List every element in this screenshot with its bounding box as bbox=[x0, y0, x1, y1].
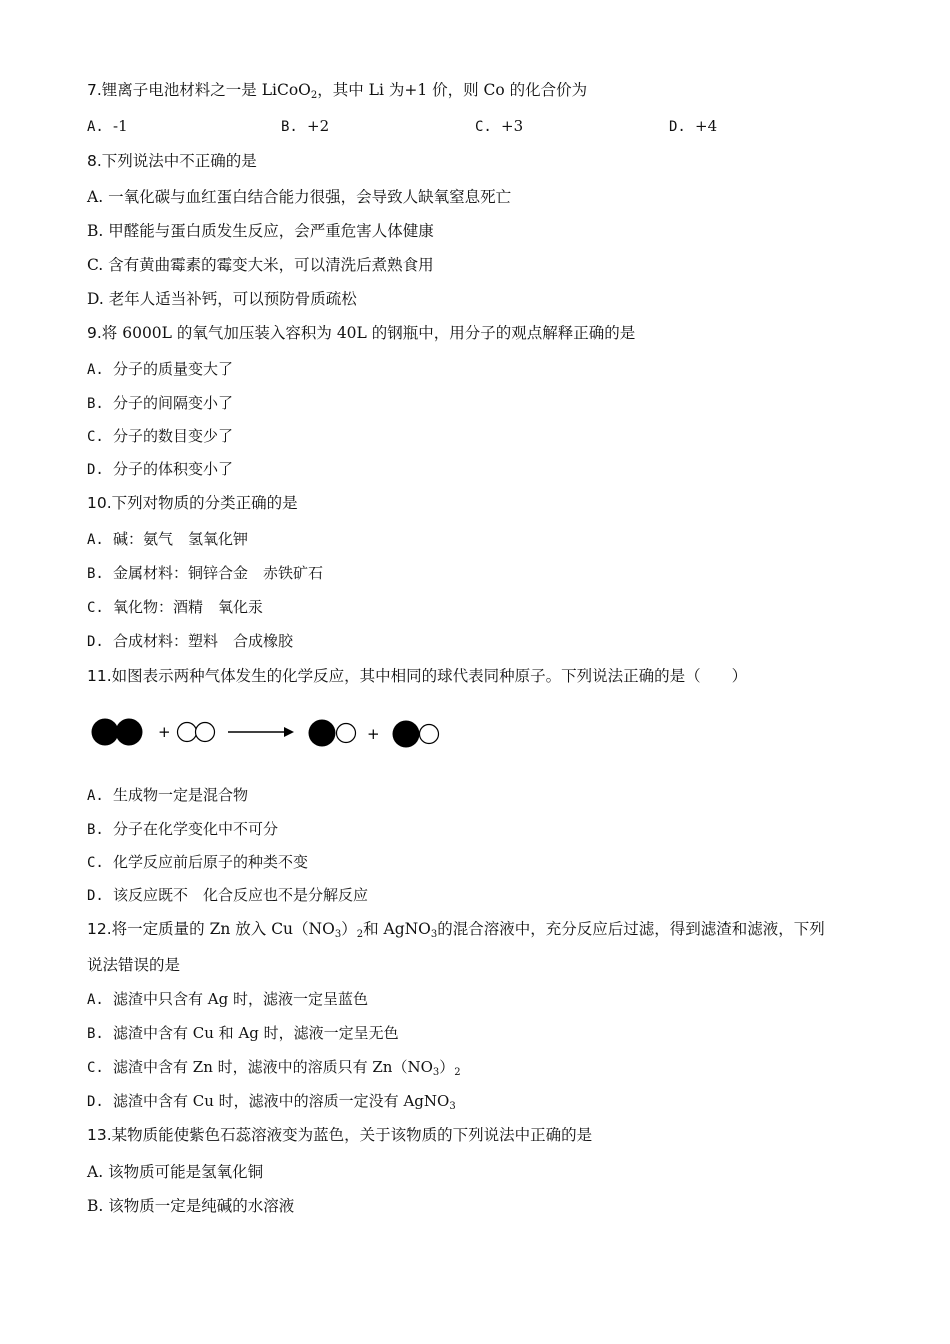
question-11-option-d[interactable]: D. 该反应既不 化合反应也不是分解反应 bbox=[87, 886, 369, 904]
question-number: 12. bbox=[87, 920, 112, 938]
question-10-stem: 10.下列对物质的分类正确的是 bbox=[87, 494, 298, 512]
white-atom bbox=[196, 723, 215, 742]
question-12-stem-continued: 说法错误的是 bbox=[87, 956, 181, 974]
question-9-option-c[interactable]: C. 分子的数目变少了 bbox=[87, 427, 234, 445]
question-7-stem: 7.锂离子电池材料之一是 LiCoO$_2$，其中 Li 为+1 价，则 Co 的化合价为 bbox=[87, 81, 588, 101]
question-7-option-b[interactable]: B. +2 bbox=[281, 117, 330, 135]
question-13-option-a[interactable]: A. 该物质可能是氢氧化铜 bbox=[87, 1163, 264, 1181]
reaction-diagram bbox=[88, 712, 448, 754]
question-11-option-b[interactable]: B. 分子在化学变化中不可分 bbox=[87, 820, 279, 838]
question-13-stem: 13.某物质能使紫色石蕊溶液变为蓝色，关于该物质的下列说法中正确的是 bbox=[87, 1126, 593, 1144]
question-8-option-a[interactable]: A. 一氧化碳与血红蛋白结合能力很强，会导致人缺氧窒息死亡 bbox=[87, 188, 512, 206]
question-10-option-c[interactable]: C. 氧化物：酒精 氧化汞 bbox=[87, 598, 264, 616]
question-9-stem: 9.将 6000L 的氧气加压装入容积为 40L 的钢瓶中，用分子的观点解释正确的是 bbox=[87, 324, 636, 342]
question-9-option-b[interactable]: B. 分子的间隔变小了 bbox=[87, 394, 234, 412]
white-atom bbox=[337, 724, 356, 743]
plus-sign: + bbox=[158, 723, 171, 741]
question-12-option-b[interactable]: B. 滤渣中含有 Cu 和 Ag 时，滤液一定呈无色 bbox=[87, 1024, 399, 1042]
question-10-option-d[interactable]: D. 合成材料：塑料 合成橡胶 bbox=[87, 632, 294, 650]
black-atom bbox=[92, 719, 119, 746]
question-10-option-a[interactable]: A. 碱：氨气 氢氧化钾 bbox=[87, 530, 249, 548]
question-7-option-c[interactable]: C. +3 bbox=[475, 117, 524, 135]
plus-sign: + bbox=[367, 725, 380, 743]
question-11-option-c[interactable]: C. 化学反应前后原子的种类不变 bbox=[87, 853, 309, 871]
product-molecule bbox=[393, 721, 439, 748]
reactant-molecule-black bbox=[92, 719, 143, 746]
question-8-stem: 8.下列说法中不正确的是 bbox=[87, 152, 257, 170]
question-11-option-a[interactable]: A. 生成物一定是混合物 bbox=[87, 786, 249, 804]
question-8-option-c[interactable]: C. 含有黄曲霉素的霉变大米，可以清洗后煮熟食用 bbox=[87, 256, 434, 274]
black-atom bbox=[309, 720, 336, 747]
black-atom bbox=[116, 719, 143, 746]
question-number: 11. bbox=[87, 667, 112, 685]
question-7-option-d[interactable]: D. +4 bbox=[669, 117, 718, 135]
question-11-stem: 11.如图表示两种气体发生的化学反应，其中相同的球代表同种原子。下列说法正确的是（ ） bbox=[87, 667, 748, 685]
white-atom bbox=[178, 723, 197, 742]
question-12-stem: 12.将一定质量的 Zn 放入 $Cu(NO_3)_2$和 AgNO$_3$的混合溶液中，充分反应后过滤，得到滤渣和滤液，下列 bbox=[87, 920, 825, 940]
question-13-option-b[interactable]: B. 该物质一定是纯碱的水溶液 bbox=[87, 1197, 295, 1215]
question-8-option-d[interactable]: D. 老年人适当补钙，可以预防骨质疏松 bbox=[87, 290, 357, 308]
question-9-option-d[interactable]: D. 分子的体积变小了 bbox=[87, 460, 234, 478]
question-7-option-a[interactable]: A. -1 bbox=[87, 117, 128, 135]
question-9-option-a[interactable]: A. 分子的质量变大了 bbox=[87, 360, 234, 378]
reactant-molecule-white bbox=[178, 723, 215, 742]
question-12-option-c[interactable]: C. 滤渣中含有 Zn 时，滤液中的溶质只有 $Zn(NO_3)_2$ bbox=[87, 1058, 461, 1078]
question-8-option-b[interactable]: B. 甲醛能与蛋白质发生反应，会严重危害人体健康 bbox=[87, 222, 434, 240]
question-12-option-a[interactable]: A. 滤渣中只含有 Ag 时，滤液一定呈蓝色 bbox=[87, 990, 368, 1008]
question-number: 8. bbox=[87, 152, 102, 170]
black-atom bbox=[393, 721, 420, 748]
question-number: 7. bbox=[87, 81, 102, 99]
white-atom bbox=[420, 725, 439, 744]
question-12-option-d[interactable]: D. 滤渣中含有 Cu 时，滤液中的溶质一定没有 AgNO$_3$ bbox=[87, 1092, 456, 1112]
reaction-arrow bbox=[228, 727, 294, 737]
question-10-option-b[interactable]: B. 金属材料：铜锌合金 赤铁矿石 bbox=[87, 564, 324, 582]
question-number: 10. bbox=[87, 494, 112, 512]
question-number: 13. bbox=[87, 1126, 112, 1144]
product-molecule bbox=[309, 720, 356, 747]
question-number: 9. bbox=[87, 324, 102, 342]
